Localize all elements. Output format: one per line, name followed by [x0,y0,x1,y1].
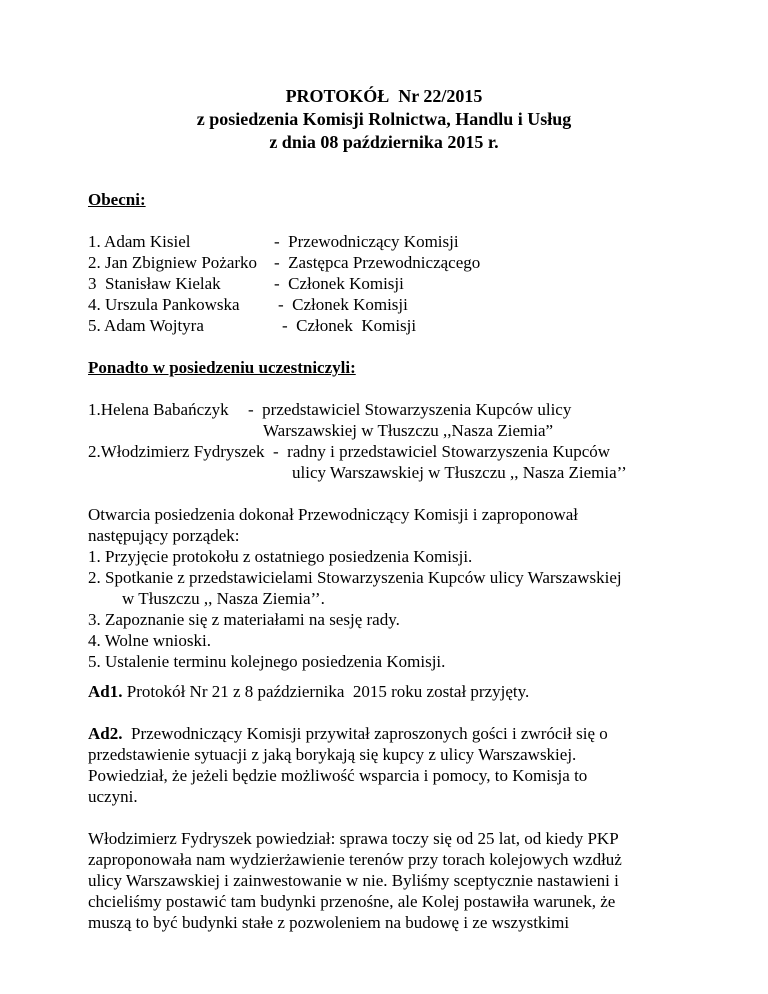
statement-line: muszą to być budynki stałe z pozwoleniem na budowę i ze wszystkimi [88,913,570,932]
member-role: - Członek Komisji [282,316,417,335]
present-heading: Obecni: [88,190,146,209]
member-name: 2. Jan Zbigniew Pożarko [88,253,258,272]
ad2-label: Ad2. [88,724,123,743]
guest-role-line2: Warszawskiej w Tłuszczu ,,Nasza Ziemia” [263,421,554,440]
guest-name: 2.Włodzimierz Fydryszek [88,442,265,461]
ad2-text-line: Powiedział, że jeżeli będzie możliwość wsparcia i pomocy, to Komisja to [88,766,588,785]
opening-line: Otwarcia posiedzenia dokonał Przewodniczący Komisji i zaproponował [88,505,579,524]
guest-role-line2: ulicy Warszawskiej w Tłuszczu ,, Nasza Ziemia’’ [292,463,627,482]
agenda-item: 2. Spotkanie z przedstawicielami Stowarzyszenia Kupców ulicy Warszawskiej [88,568,622,587]
ad2-text-line: przedstawienie sytuacji z jaką borykają się kupcy z ulicy Warszawskiej. [88,745,577,764]
opening-paragraph [88,504,688,546]
member-role: - Członek Komisji [274,274,404,293]
member-name: 3 Stanisław Kielak [88,274,221,293]
agenda-item: 3. Zapoznanie się z materiałami na sesję rady. [88,610,400,629]
member-role: - Zastępca Przewodniczącego [274,253,481,272]
statement-paragraph [88,828,688,933]
protocol-title: PROTOKÓŁ Nr 22/2015 [285,86,483,106]
agenda-item: 5. Ustalenie terminu kolejnego posiedzenia Komisji. [88,652,446,671]
member-name: 4. Urszula Pankowska [88,295,240,314]
ad2-text-line: Przewodniczący Komisji przywitał zaproszonych gości i zwrócił się o [122,724,608,743]
statement-line: zaproponowała nam wydzierżawienie terenów przy torach kolejowych wzdłuż [88,850,622,869]
member-role: - Członek Komisji [278,295,408,314]
statement-line: ulicy Warszawskiej i zainwestowanie w nie. Byliśmy sceptycznie nastawieni i [88,871,619,890]
document-title-block [0,85,768,154]
member-name: 1. Adam Kisiel [88,232,191,251]
statement-line: Włodzimierz Fydryszek powiedział: sprawa toczy się od 25 lat, od kiedy PKP [88,829,619,848]
member-name: 5. Adam Wojtyra [88,316,204,335]
ad2-paragraph [88,723,688,807]
statement-line: chcieliśmy postawić tam budynki przenośne, ale Kolej postawiła warunek, że [88,892,616,911]
protocol-date: z dnia 08 października 2015 r. [269,132,499,152]
ad2-text-line: uczyni. [88,787,138,806]
agenda-item-continuation-text: w Tłuszczu ,, Nasza Ziemia’’. [105,589,325,608]
guests-heading: Ponadto w posiedzeniu uczestniczyli: [88,358,356,377]
ad1-paragraph [88,681,688,702]
agenda-item: 1. Przyjęcie protokołu z ostatniego posiedzenia Komisji. [88,547,473,566]
guest-role-line1: - radny i przedstawiciel Stowarzyszenia Kupców [273,442,611,461]
agenda-item: 4. Wolne wnioski. [88,631,211,650]
guest-name: 1.Helena Babańczyk [88,400,229,419]
member-role: - Przewodniczący Komisji [274,232,459,251]
ad1-label: Ad1. [88,682,123,701]
agenda-list [88,546,688,672]
opening-line: następujący porządek: [88,526,240,545]
agenda-item-continuation [88,588,688,609]
ad1-text: Protokół Nr 21 z 8 października 2015 roku został przyjęty. [122,682,530,701]
guest-role-line1: - przedstawiciel Stowarzyszenia Kupców ulicy [248,400,572,419]
protocol-subtitle: z posiedzenia Komisji Rolnictwa, Handlu i Usług [196,109,572,129]
